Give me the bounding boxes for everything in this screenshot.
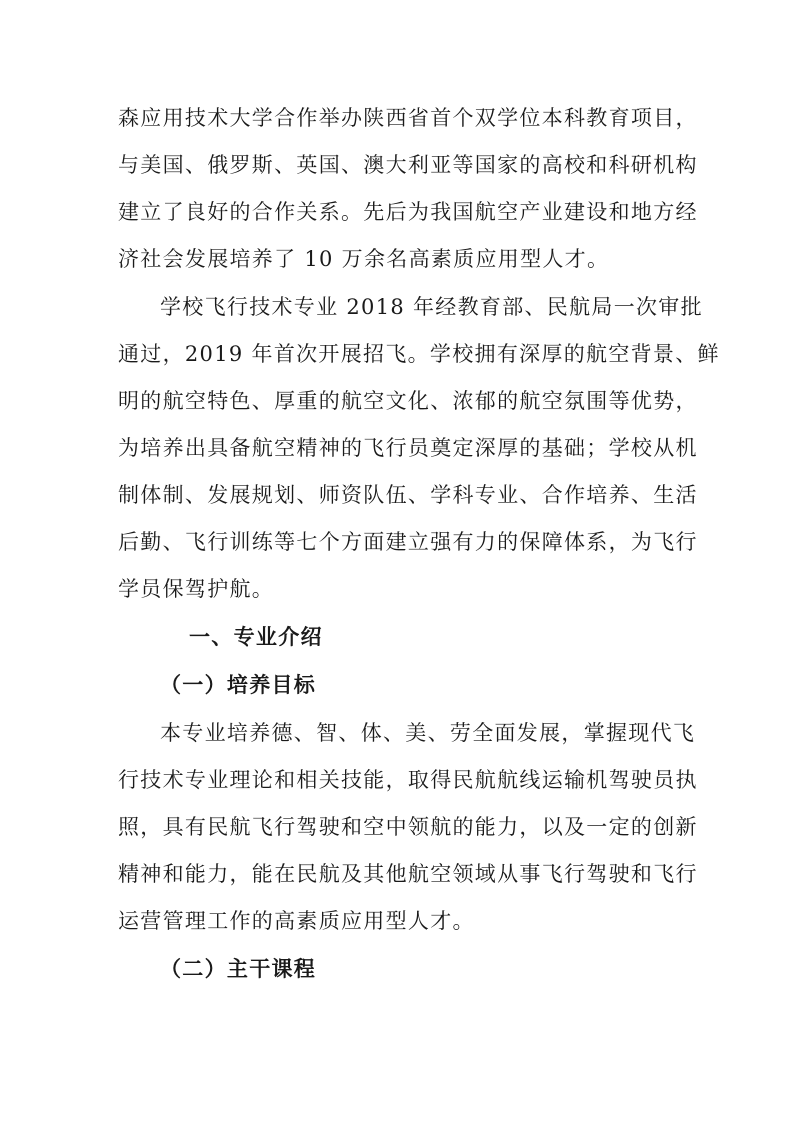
text-line: 学校飞行技术专业 2018 年经教育部、民航局一次审批 — [160, 295, 703, 319]
subsection-heading-training-goals: （一）培养目标 — [160, 673, 317, 697]
text-line: 照，具有民航飞行驾驶和空中领航的能力，以及一定的创新 — [118, 815, 698, 839]
text-line: 精神和能力，能在民航及其他航空领域从事飞行驾驶和飞行 — [118, 862, 698, 886]
text-line: 建立了良好的合作关系。先后为我国航空产业建设和地方经 — [118, 200, 698, 224]
section-heading-program-intro: 一、专业介绍 — [189, 625, 323, 649]
text-line: 森应用技术大学合作举办陕西省首个双学位本科教育项目， — [118, 106, 698, 130]
text-line: 学员保驾护航。 — [118, 577, 275, 601]
text-line: 制体制、发展规划、师资队伍、学科专业、合作培养、生活 — [118, 483, 698, 507]
text-line: 与美国、俄罗斯、英国、澳大利亚等国家的高校和科研机构 — [118, 153, 698, 177]
text-line: 运营管理工作的高素质应用型人才。 — [118, 909, 475, 933]
text-line: 济社会发展培养了 10 万余名高素质应用型人才。 — [118, 247, 610, 271]
text-line: 后勤、飞行训练等七个方面建立强有力的保障体系，为飞行 — [118, 530, 698, 554]
text-line: 为培养出具备航空精神的飞行员奠定深厚的基础；学校从机 — [118, 436, 698, 460]
text-line: 本专业培养德、智、体、美、劳全面发展，掌握现代飞 — [160, 721, 696, 745]
subsection-heading-core-courses: （二）主干课程 — [160, 957, 317, 981]
text-line: 通过，2019 年首次开展招飞。学校拥有深厚的航空背景、鲜 — [118, 342, 720, 366]
text-line: 明的航空特色、厚重的航空文化、浓郁的航空氛围等优势， — [118, 389, 698, 413]
text-line: 行技术专业理论和相关技能，取得民航航线运输机驾驶员执 — [118, 768, 698, 792]
